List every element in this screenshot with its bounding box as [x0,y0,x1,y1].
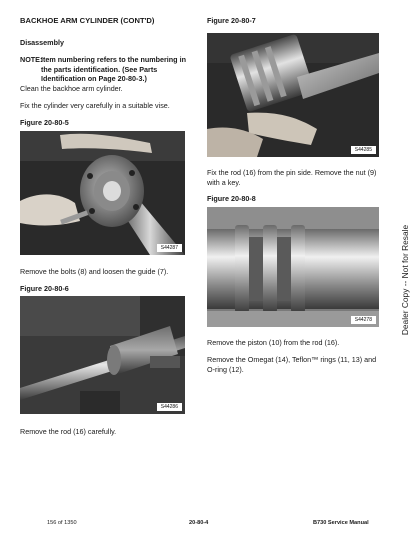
photo-code-8: S44278 [351,316,376,324]
caption-figure-8-a: Remove the piston (10) from the rod (16). [207,338,340,347]
photo-code-5: S44287 [157,244,182,252]
footer-page-count: 156 of 1350 [47,520,77,526]
note-label: NOTE: [20,55,43,64]
side-watermark [400,200,410,360]
step-clean: Clean the backhoe arm cylinder. [20,84,123,93]
photo-figure-8-art [207,207,379,327]
caption-figure-5: Remove the bolts (8) and loosen the guide (7). [20,267,169,276]
footer-page-number: 20-80-4 [189,520,209,526]
figure-title-6: Figure 20-80-6 [20,284,69,293]
note-text: Item numbering refers to the numbering in the parts identification. (See Parts Identification on Page 20-80-3.) [41,55,186,83]
photo-figure-7-art [207,33,379,157]
photo-code-7: S44285 [351,146,376,154]
photo-figure-6 [20,296,185,414]
subheading-disassembly: Disassembly [20,38,64,47]
photo-figure-8 [207,207,379,327]
step-fix-vise: Fix the cylinder very carefully in a suitable vise. [20,101,170,110]
figure-title-5: Figure 20-80-5 [20,118,69,127]
caption-figure-7: Fix the rod (16) from the pin side. Remove the nut (9) with a key. [207,168,377,187]
note-block [20,55,196,84]
section-title: BACKHOE ARM CYLINDER (CONT'D) [20,16,155,25]
photo-figure-5-art [20,131,185,255]
footer-manual-title: B730 Service Manual [313,520,369,526]
figure-title-8: Figure 20-80-8 [207,194,256,203]
figure-title-7: Figure 20-80-7 [207,16,256,25]
caption-figure-6: Remove the rod (16) carefully. [20,427,117,436]
caption-figure-8-b: Remove the Omegat (14), Teflon™ rings (11, 13) and O-ring (12). [207,355,377,374]
side-watermark-text: Dealer Copy -- Not for Resale [400,224,410,336]
photo-code-6: S44286 [157,403,182,411]
photo-figure-7 [207,33,379,157]
photo-figure-6-art [20,296,185,414]
photo-figure-5 [20,131,185,255]
